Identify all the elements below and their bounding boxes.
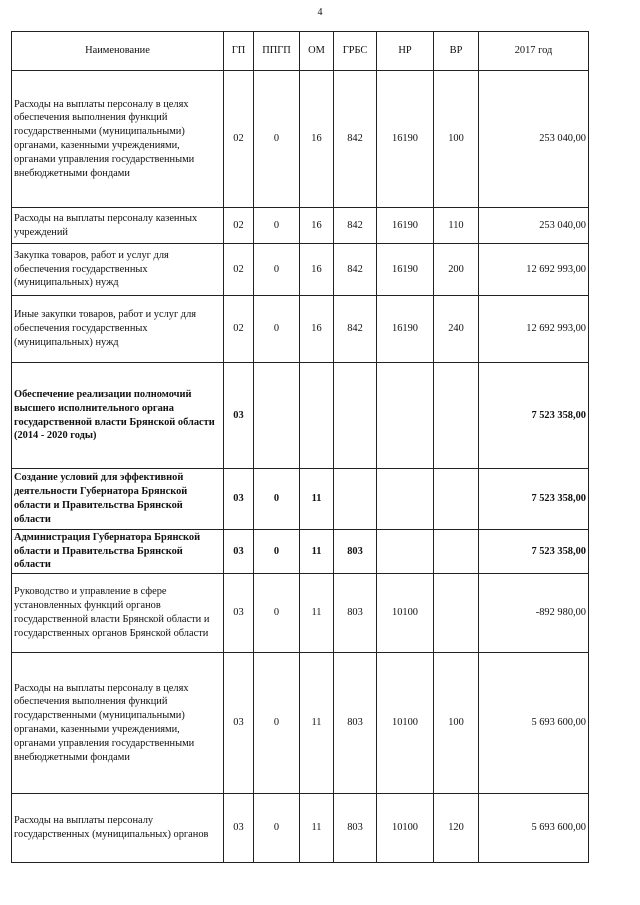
- cell-amount: 7 523 358,00: [479, 469, 589, 530]
- cell-om: 11: [300, 794, 334, 863]
- cell-amount: 5 693 600,00: [479, 794, 589, 863]
- row-name: Руководство и управление в сфере установленных функций органов государственной власти Брянской области и государственных органов Брянской области: [12, 574, 224, 653]
- cell-nr: [377, 363, 434, 469]
- cell-amount: 12 692 993,00: [479, 296, 589, 363]
- cell-ppgp: [254, 363, 300, 469]
- cell-om: 16: [300, 208, 334, 244]
- cell-amount: 12 692 993,00: [479, 244, 589, 296]
- header-gp: ГП: [224, 32, 254, 71]
- cell-ppgp: 0: [254, 574, 300, 653]
- cell-gp: 03: [224, 530, 254, 574]
- cell-gp: 03: [224, 794, 254, 863]
- cell-gp: 02: [224, 71, 254, 208]
- cell-amount: 5 693 600,00: [479, 653, 589, 794]
- cell-ppgp: 0: [254, 653, 300, 794]
- cell-nr: [377, 469, 434, 530]
- cell-vr: [434, 469, 479, 530]
- row-name: Расходы на выплаты персоналу государственных (муниципальных) органов: [12, 794, 224, 863]
- cell-vr: 120: [434, 794, 479, 863]
- cell-gp: 02: [224, 208, 254, 244]
- cell-grbs: 842: [334, 208, 377, 244]
- header-name: Наименование: [12, 32, 224, 71]
- table-row: [12, 208, 589, 244]
- cell-vr: [434, 574, 479, 653]
- table-row: [12, 653, 589, 794]
- cell-gp: 03: [224, 653, 254, 794]
- cell-om: 16: [300, 296, 334, 363]
- header-nr: НР: [377, 32, 434, 71]
- cell-grbs: 803: [334, 653, 377, 794]
- table-row: [12, 71, 589, 208]
- cell-nr: 16190: [377, 296, 434, 363]
- budget-table: [11, 31, 589, 863]
- cell-vr: 240: [434, 296, 479, 363]
- cell-vr: 100: [434, 653, 479, 794]
- cell-gp: 02: [224, 244, 254, 296]
- cell-nr: 16190: [377, 244, 434, 296]
- cell-grbs: 803: [334, 794, 377, 863]
- header-om: ОМ: [300, 32, 334, 71]
- cell-ppgp: 0: [254, 244, 300, 296]
- cell-vr: 100: [434, 71, 479, 208]
- cell-om: 11: [300, 530, 334, 574]
- cell-gp: 03: [224, 363, 254, 469]
- cell-amount: -892 980,00: [479, 574, 589, 653]
- row-name: Расходы на выплаты персоналу казенных учреждений: [12, 208, 224, 244]
- header-grbs: ГРБС: [334, 32, 377, 71]
- cell-amount: 253 040,00: [479, 71, 589, 208]
- cell-nr: 10100: [377, 794, 434, 863]
- row-name: Иные закупки товаров, работ и услуг для обеспечения государственных (муниципальных) нужд: [12, 296, 224, 363]
- cell-om: 16: [300, 244, 334, 296]
- cell-nr: 16190: [377, 208, 434, 244]
- cell-ppgp: 0: [254, 469, 300, 530]
- cell-nr: [377, 530, 434, 574]
- page-number: 4: [317, 7, 323, 18]
- cell-om: 11: [300, 653, 334, 794]
- cell-om: 11: [300, 469, 334, 530]
- cell-vr: 200: [434, 244, 479, 296]
- header-amount: 2017 год: [479, 32, 589, 71]
- row-name: Обеспечение реализации полномочий высшего исполнительного органа государственной власти Брянской области (2014 - 2020 годы): [12, 363, 224, 469]
- cell-grbs: 842: [334, 71, 377, 208]
- cell-amount: 7 523 358,00: [479, 363, 589, 469]
- row-name: Расходы на выплаты персоналу в целях обеспечения выполнения функций государственными (муниципальными) органами, казенными учреждениями, органами управления государственными внебюджетными фондами: [12, 71, 224, 208]
- cell-grbs: 842: [334, 296, 377, 363]
- cell-grbs: [334, 469, 377, 530]
- cell-grbs: [334, 363, 377, 469]
- cell-om: 16: [300, 71, 334, 208]
- table-row: [12, 363, 589, 469]
- cell-vr: [434, 363, 479, 469]
- cell-gp: 03: [224, 574, 254, 653]
- row-name: Закупка товаров, работ и услуг для обеспечения государственных (муниципальных) нужд: [12, 244, 224, 296]
- cell-grbs: 803: [334, 530, 377, 574]
- table-row: [12, 794, 589, 863]
- table-row: [12, 574, 589, 653]
- table-row: [12, 469, 589, 530]
- header-ppgp: ППГП: [254, 32, 300, 71]
- cell-vr: 110: [434, 208, 479, 244]
- cell-nr: 16190: [377, 71, 434, 208]
- cell-gp: 02: [224, 296, 254, 363]
- cell-om: 11: [300, 574, 334, 653]
- cell-grbs: 842: [334, 244, 377, 296]
- cell-ppgp: 0: [254, 208, 300, 244]
- table-row: [12, 244, 589, 296]
- table-row: [12, 530, 589, 574]
- row-name: Расходы на выплаты персоналу в целях обеспечения выполнения функций государственными (муниципальными) органами, казенными учреждениями, органами управления государственными внебюджетными фондами: [12, 653, 224, 794]
- cell-grbs: 803: [334, 574, 377, 653]
- cell-vr: [434, 530, 479, 574]
- table-row: [12, 296, 589, 363]
- table-header-row: [12, 32, 589, 71]
- cell-ppgp: 0: [254, 794, 300, 863]
- cell-ppgp: 0: [254, 530, 300, 574]
- cell-gp: 03: [224, 469, 254, 530]
- row-name: Администрация Губернатора Брянской области и Правительства Брянской области: [12, 530, 224, 574]
- cell-amount: 7 523 358,00: [479, 530, 589, 574]
- row-name: Создание условий для эффективной деятельности Губернатора Брянской области и Правительства Брянской области: [12, 469, 224, 530]
- cell-ppgp: 0: [254, 71, 300, 208]
- cell-om: [300, 363, 334, 469]
- cell-nr: 10100: [377, 653, 434, 794]
- cell-nr: 10100: [377, 574, 434, 653]
- cell-ppgp: 0: [254, 296, 300, 363]
- cell-amount: 253 040,00: [479, 208, 589, 244]
- header-vr: ВР: [434, 32, 479, 71]
